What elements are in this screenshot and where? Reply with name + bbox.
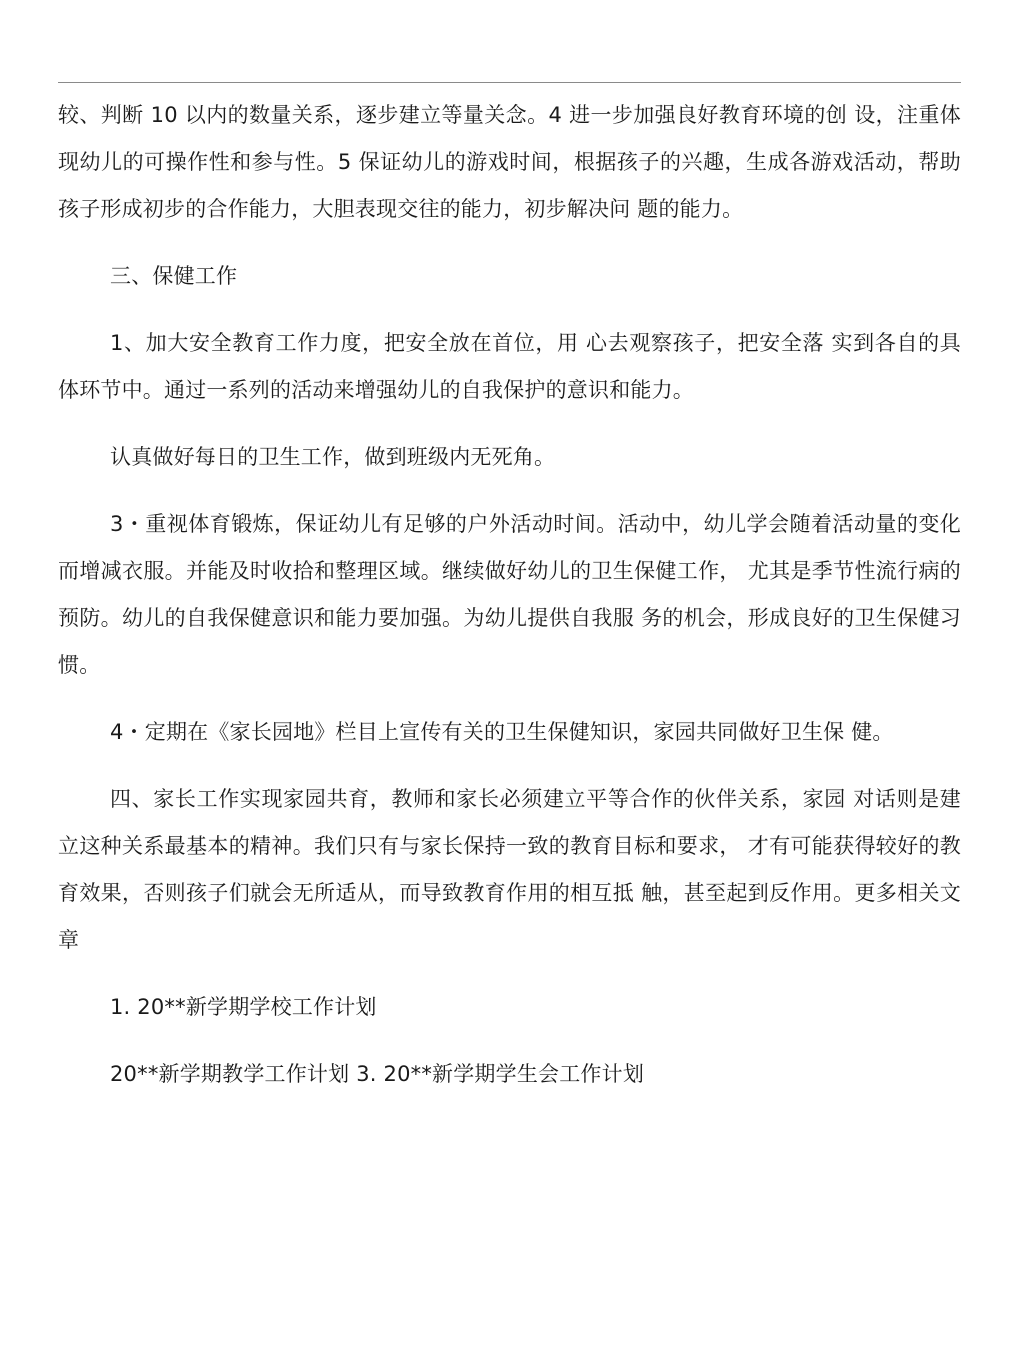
paragraph-parent-work: 四、家长工作实现家园共育，教师和家长必须建立平等合作的伙伴关系，家园 对话则是建立这种关系最基本的精神。我们只有与家长保持一致的教育目标和要求， 才有可能获得较好的教育效果，否则孩子们就会无所适从，而导致教育作用的相互抵 触，甚至起到反作用。更多相关文章 xyxy=(58,787,961,952)
header-rule xyxy=(58,82,961,83)
paragraph-parents-garden: 4・定期在《家长园地》栏目上宣传有关的卫生保健知识，家园共同做好卫生保 健。 xyxy=(110,720,894,744)
paragraph-safety-education: 1、加大安全教育工作力度，把安全放在首位，用 心去观察孩子，把安全落 实到各自的具体环节中。通过一系列的活动来增强幼儿的自我保护的意识和能力。 xyxy=(58,331,961,402)
section-heading-health-work: 三、保健工作 xyxy=(110,264,238,288)
paragraph-intro-continuation: 较、判断 10 以内的数量关系，逐步建立等量关念。4 进一步加强良好教育环境的创 设，注重体现幼儿的可操作性和参与性。5 保证幼儿的游戏时间，根据孩子的兴趣，生成各游戏活动，帮助孩子形成初步的合作能力，大胆表现交往的能力，初步解决问 题的能力。 xyxy=(58,103,961,221)
paragraph-daily-hygiene: 认真做好每日的卫生工作，做到班级内无死角。 xyxy=(110,445,556,469)
related-article-link-school-plan[interactable]: 1. 20**新学期学校工作计划 xyxy=(110,995,377,1019)
related-article-links-teaching-and-student-union[interactable]: 20**新学期教学工作计划 3. 20**新学期学生会工作计划 xyxy=(110,1062,645,1086)
document-body xyxy=(58,92,961,1098)
paragraph-physical-exercise: 3・重视体育锻炼，保证幼儿有足够的户外活动时间。活动中，幼儿学会随着活动量的变化而增减衣服。并能及时收拾和整理区域。继续做好幼儿的卫生保健工作， 尤其是季节性流行病的预防。幼儿的自我保健意识和能力要加强。为幼儿提供自我服 务的机会，形成良好的卫生保健习惯。 xyxy=(58,512,961,677)
